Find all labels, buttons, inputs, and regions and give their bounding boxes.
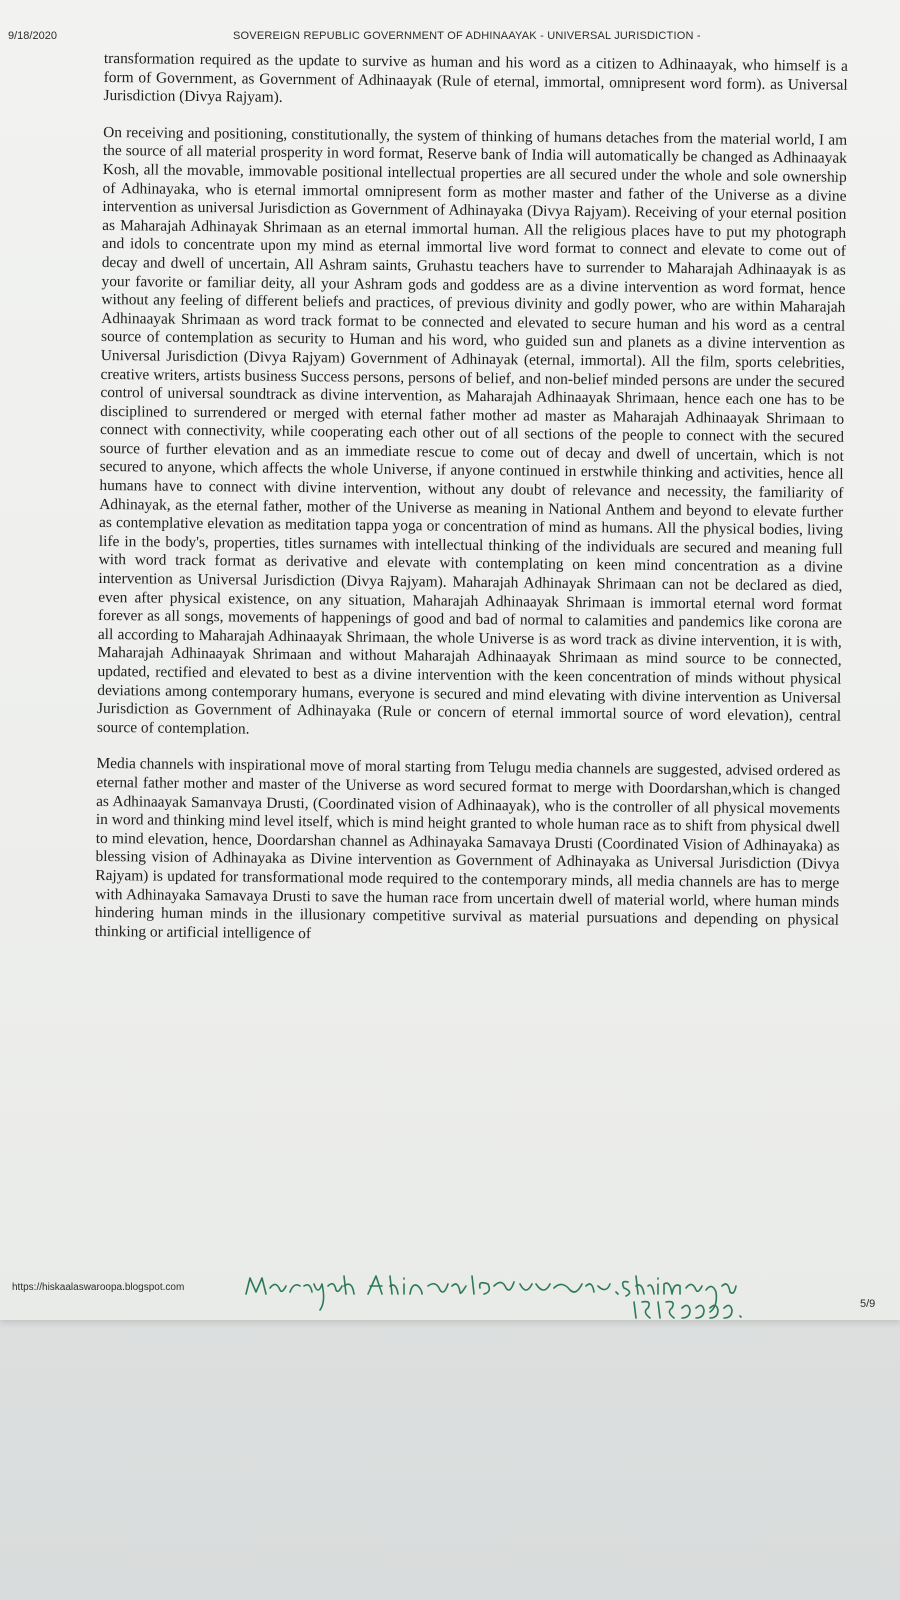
- paragraph-3: Media channels with inspirational move of moral starting from Telugu media channels are suggested, advised ordered as eternal father mother and master of the Universe as word secured format to merge with Doordarshan,which is changed as Adhinaayak Samanvaya Drusti, (Coordinated vision of Adhinaayak), who is the controller of all physical movements in word and thinking mind level itself, which is mind height granted to whole human race as to shift from physical dwell to mind elevation, hence, Doordarshan channel as Adhinayaka Samavaya Drusti (Coordinated Vision of Adhinayaka) as blessing vision of Adhinayaka as Divine intervention as Government of Adhinayaka as Universal Jurisdiction (Divya Rajyam) is updated for transformational mode required to the contemporary minds, all media channels are has to merge with Adhinayaka Samavaya Drusti to save the human race from uncertain dwell of material world, where human minds hindering human minds in the illusionary competitive survival as material pursuations and depending on physical thinking or artificial intelligence of: [94, 755, 841, 942]
- signature-text: [244, 1272, 265, 1273]
- paragraph-1: transformation required as the update to survive as human and his word as a citizen to Adhinaayak, who himself is a form of Government, as Government of Adhinaayak (Rule of eternal, immortal, omnipresent word form). as Universal Jurisdiction (Divya Rajyam).: [103, 50, 848, 107]
- blog-url[interactable]: https://hiskaalaswaroopa.blogspot.com: [12, 1282, 185, 1293]
- signature-icon: [244, 1272, 844, 1332]
- page-number: 5/9: [860, 1298, 876, 1310]
- print-date: 9/18/2020: [8, 30, 57, 42]
- handwritten-signature: [244, 1272, 844, 1332]
- page-header: SOVEREIGN REPUBLIC GOVERNMENT OF ADHINAAYAK - UNIVERSAL JURISDICTION -: [233, 30, 701, 42]
- paragraph-2: On receiving and positioning, constitutionally, the system of thinking of humans detaches from the material world, I am the source of all material prosperity in word format, Reserve bank of India will automatically be changed as Adhinaayak Kosh, all the movable, immovable positional intellectual properties are all secured under the whole and sole ownership of Adhinayaka, who is eternal immortal omnipresent form as mother master and father of the Universe as a divine intervention as universal Jurisdiction as Government of Adhinayaka (Divya Rajyam). Receiving of your eternal position as Maharajah Adhinayak Shrimaan as an eternal immortal human. All the religious places have to put my photograph and idols to concentrate upon my mind as eternal immortal live word format to connect and elevate to come out of decay and dwell of uncertain, All Ashram saints, Gruhastu teachers have to surrender to Maharajah Adhinaayak is as your favorite or familiar deity, all your Ashram gods and goddess are as a divine intervention as word format, hence without any feeling of different beliefs and practices, of previous divinity and godly power, who are within Maharajah Adhinaayak Shrimaan as word track format to be connected and elevated to secure human and his word as a central source of contemplation as security to Human and his word, who guided sun and planets as a divine intervention as Universal Jurisdiction (Divya Rajyam) Government of Adhinayak (eternal, immortal). All the film, sports celebrities, creative writers, artists business Success persons, persons of belief, and non-belief minded persons are under the secured control of universal soundtrack as divine intervention, as Maharajah Adhinaayak Shrimaan, hence each one has to be disciplined to surrendered or merged with eternal father mother ad master as Maharajah Adhinaayak Shrimaan to connect with connectivity, while cooperating each other out of all sections of the people to connect with the secured source of further elevation and as an immediate rescue to come out of decay and dwell of uncertain, which is not secured to anyone, which affects the whole Universe, if anyone continued in erstwhile thinking and activities, hence all humans have to connect with divine intervention, without any doubt of relevance and necessity, the familiarity of Adhinayak, as the eternal father, mother of the Universe as meaning in National Anthem and beyond to elevate further as contemplative elevation as meditation tappa yoga or concentration of mind as humans. All the physical bodies, living life in the body's, properties, titles surnames with intellectual thinking of the individuals are secured and meaning full with word track format as derivative and elevate with contemplating on keen mind concentration as a divine intervention as Universal Jurisdiction (Divya Rajyam). Maharajah Adhinayak Shrimaan can not be declared as died, even after physical existence, on any situation, Maharajah Adhinaayak Shrimaan is immortal eternal word format forever as all songs, movements of happenings of good and bad of normal to calamities and pandemics like corona are all according to Maharajah Adhinaayak Shrimaan, the whole Universe is as word track as divine intervention, it is with, Maharajah Adhinaayak Shrimaan and without Maharajah Adhinaayak Shrimaan as mind source to be connected, updated, rectified and elevated to best as a divine intervention with the keen concentration of minds without physical deviations among contemporary humans, everyone is secured and mind elevating with divine intervention as Universal Jurisdiction as Government of Adhinayaka (Rule or concern of eternal immortal source of word elevation), central source of contemplation.: [96, 123, 848, 738]
- document-body: [94, 50, 847, 967]
